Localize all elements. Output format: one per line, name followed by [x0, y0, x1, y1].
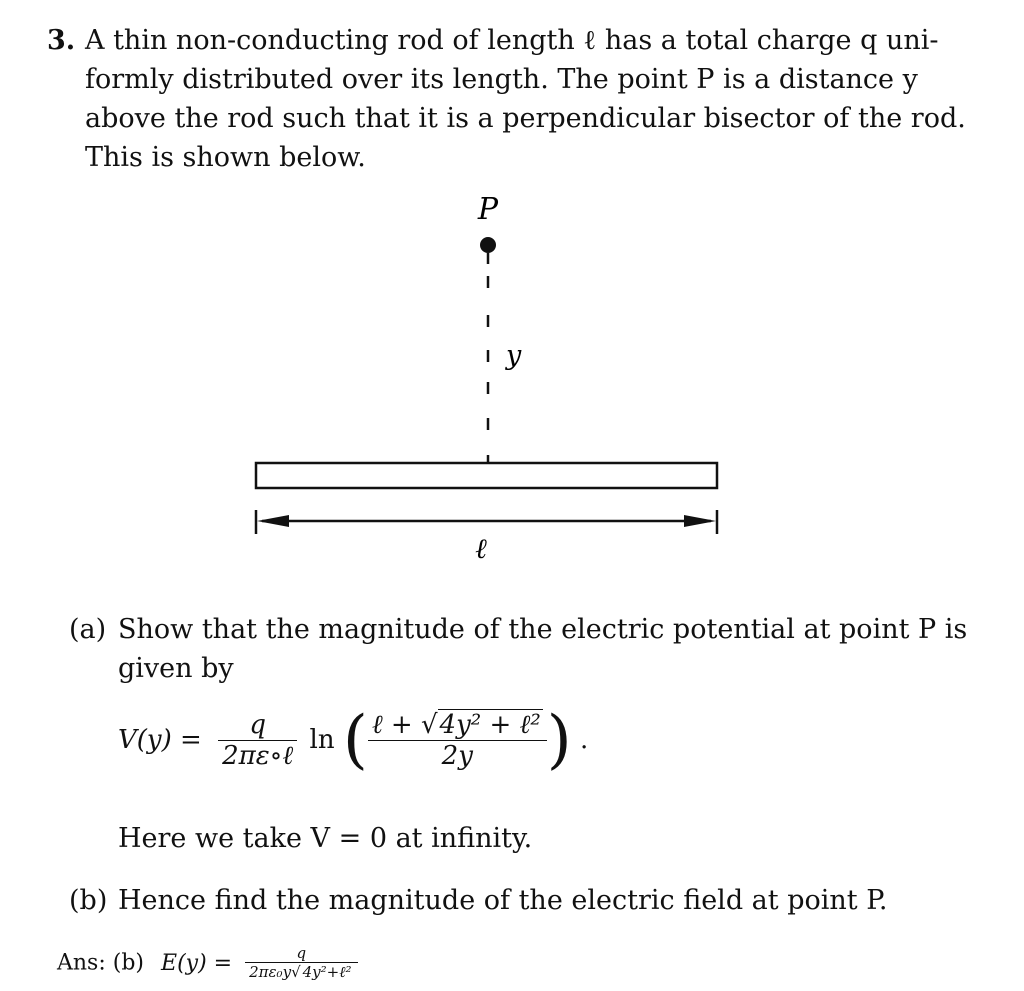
coefficient-denominator: 2πε∘ℓ	[222, 740, 294, 771]
equation-log-argument	[368, 710, 547, 771]
question-line-2: formly distributed over its length. The point P is a distance y	[85, 64, 918, 95]
equation-lhs: V(y) =	[118, 725, 202, 755]
coefficient-numerator: q	[218, 710, 297, 741]
log-denominator: 2y	[441, 740, 473, 771]
log-numerator-sqrt: 4y² + ℓ²	[439, 709, 541, 740]
length-right-arrowhead	[684, 515, 716, 527]
right-paren: )	[546, 703, 572, 777]
equation-coefficient	[218, 710, 297, 771]
left-paren: (	[342, 703, 368, 777]
potential-equation	[118, 703, 589, 777]
equation-ln: ln	[309, 725, 335, 755]
part-a-label: (a)	[69, 614, 107, 645]
distance-y-label: y	[506, 340, 522, 371]
part-b-text: Hence find the magnitude of the electric field at point P.	[118, 885, 888, 916]
answer-denominator-prefix: 2πε₀y	[249, 963, 292, 981]
answer-line	[57, 944, 358, 982]
log-numerator-prefix: ℓ +	[371, 709, 421, 740]
part-a-line-2: given by	[118, 653, 234, 684]
part-a-note: Here we take V = 0 at infinity.	[118, 823, 533, 854]
question-line-1: A thin non-conducting rod of length ℓ has a total charge q uni-	[85, 25, 939, 56]
length-l-label: ℓ	[475, 532, 487, 565]
answer-fraction	[245, 944, 357, 982]
answer-denominator: 2πε₀y√ 4y²+ℓ²	[249, 963, 352, 981]
part-b-label: (b)	[69, 885, 108, 916]
answer-numerator: q	[245, 944, 357, 963]
question-line-3: above the rod such that it is a perpendicular bisector of the rod.	[85, 103, 966, 134]
log-numerator: ℓ + √4y² + ℓ²	[368, 710, 547, 741]
point-p-label: P	[477, 192, 499, 227]
question-number: 3.	[47, 25, 76, 56]
charged-rod	[256, 463, 717, 488]
length-left-arrowhead	[257, 515, 289, 527]
answer-denominator-sqrt: 4y²+ℓ²	[302, 963, 352, 981]
equation-period: .	[580, 725, 589, 755]
part-a-line-1: Show that the magnitude of the electric potential at point P is	[118, 614, 968, 645]
question-line-4: This is shown below.	[85, 142, 366, 173]
point-p-dot	[480, 237, 496, 253]
answer-prefix: Ans: (b)	[57, 950, 145, 976]
answer-lhs: E(y) =	[161, 950, 233, 976]
